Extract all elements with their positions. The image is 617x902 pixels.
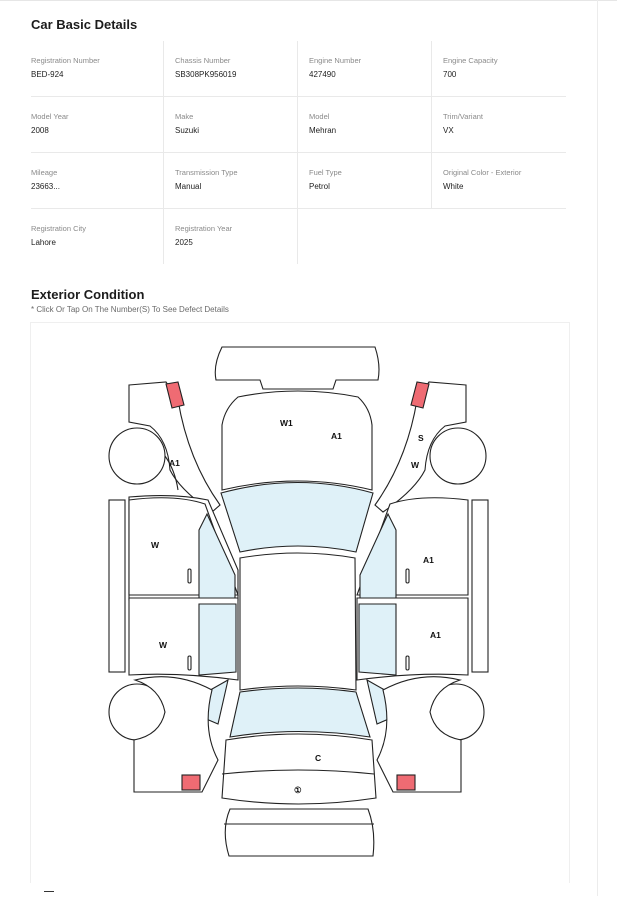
marker-right-rear-door-a1[interactable]: A1 <box>430 630 441 640</box>
detail-engine-number: Engine Number 427490 <box>298 41 432 96</box>
marker-hood-w1[interactable]: W1 <box>280 418 293 428</box>
detail-fuel-type: Fuel Type Petrol <box>298 153 432 208</box>
basic-details-title: Car Basic Details <box>31 17 138 32</box>
detail-exterior-color: Original Color - Exterior White <box>443 168 522 191</box>
right-front-wheel[interactable] <box>430 428 486 484</box>
detail-model: Model Mehran <box>298 97 432 152</box>
left-rear-window[interactable] <box>199 604 236 675</box>
left-taillight-damage[interactable] <box>182 775 200 790</box>
detail-chassis-number: Chassis Number SB308PK956019 <box>164 41 298 96</box>
detail-model-year: Model Year 2008 <box>31 97 164 152</box>
rear-bumper[interactable] <box>225 809 374 856</box>
hood[interactable] <box>222 391 372 490</box>
right-front-window[interactable] <box>360 514 396 598</box>
marker-right-front-door-a1[interactable]: A1 <box>423 555 434 565</box>
roof[interactable] <box>240 553 356 690</box>
detail-trim-variant: Trim/Variant VX <box>443 112 484 135</box>
detail-transmission-type: Transmission Type Manual <box>164 153 298 208</box>
front-bumper[interactable] <box>215 347 379 389</box>
detail-registration-year: Registration Year 2025 <box>164 209 298 264</box>
marker-right-fender-w[interactable]: W <box>411 460 420 470</box>
marker-trunk-circle[interactable]: ① <box>294 785 302 795</box>
legend-stub <box>44 891 54 902</box>
marker-left-rear-door-w[interactable]: W <box>159 640 168 650</box>
rear-window[interactable] <box>230 688 370 737</box>
right-rear-window[interactable] <box>359 604 396 675</box>
exterior-condition-title: Exterior Condition <box>31 287 145 302</box>
marker-trunk-c[interactable]: C <box>315 753 322 763</box>
detail-engine-capacity: Engine Capacity 700 <box>443 56 498 79</box>
marker-left-front-door-w[interactable]: W <box>151 540 160 550</box>
right-skirt[interactable] <box>472 500 488 672</box>
defect-hint: * Click Or Tap On The Number(S) To See Defect Details <box>31 305 229 314</box>
detail-registration-number: Registration Number BED-924 <box>31 41 164 96</box>
left-front-wheel[interactable] <box>109 428 165 484</box>
detail-make: Make Suzuki <box>164 97 298 152</box>
detail-registration-city: Registration City Lahore <box>31 209 164 264</box>
left-skirt[interactable] <box>109 500 125 672</box>
marker-left-fender-a1[interactable]: A1 <box>169 458 180 468</box>
marker-hood-a1[interactable]: A1 <box>331 431 342 441</box>
right-taillight-damage[interactable] <box>397 775 415 790</box>
windshield[interactable] <box>221 483 373 553</box>
detail-mileage: Mileage 23663... <box>31 153 164 208</box>
marker-right-fender-s[interactable]: S <box>418 433 424 443</box>
